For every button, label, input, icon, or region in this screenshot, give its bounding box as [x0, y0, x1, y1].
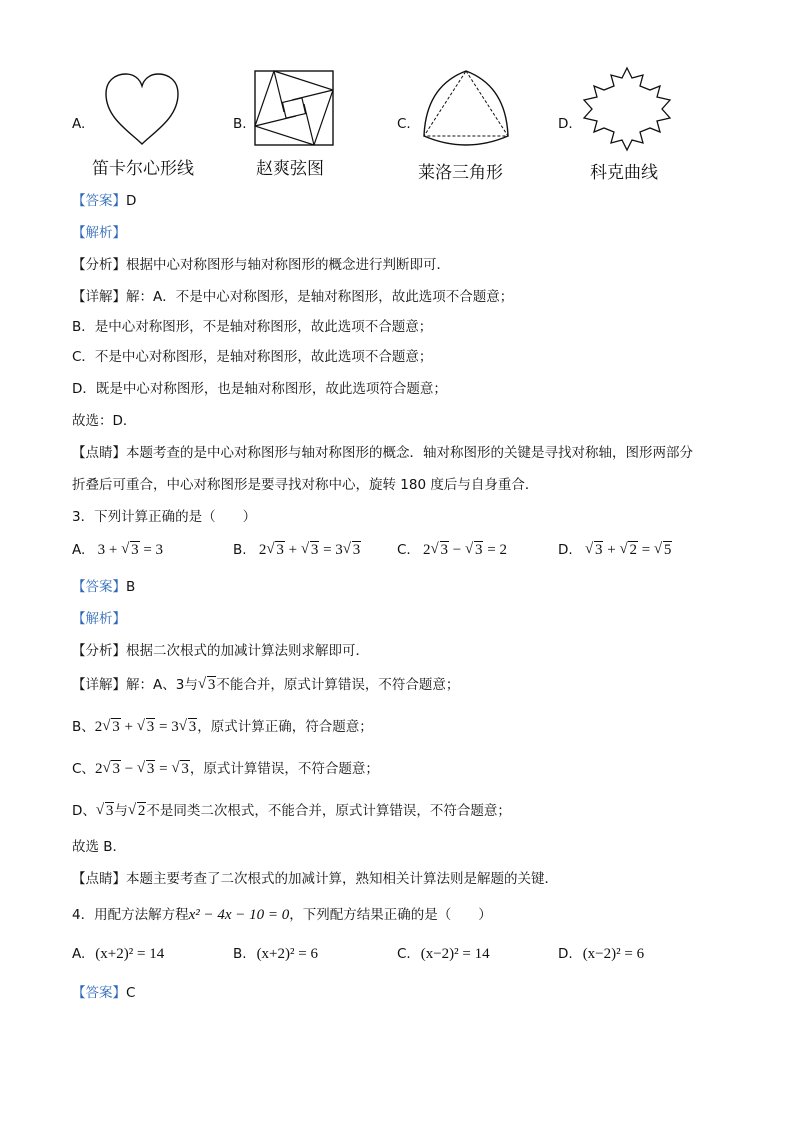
radicand: 3	[474, 542, 483, 558]
q4-option-b	[233, 946, 318, 963]
radicand: 3	[188, 719, 197, 735]
xiangjie-a: 解：A．不是中心对称图形，是轴对称图形，故此选项不合题意；	[126, 289, 514, 305]
reuleaux-triangle-icon	[420, 68, 512, 150]
xj-text: D、	[72, 803, 96, 819]
q3-answer-line	[72, 578, 135, 596]
option-letter: A.	[72, 542, 86, 558]
radicand: 3	[112, 719, 120, 735]
q3-fenxi	[72, 642, 369, 660]
q3-option-b	[233, 542, 361, 559]
xj-text: 与	[114, 803, 128, 819]
option-letter: B.	[233, 542, 247, 558]
answer-value: B	[126, 579, 136, 595]
stem-text: ，下列配方结果正确的是（ ）	[289, 907, 492, 923]
radicand: 3	[440, 542, 449, 558]
radicand: 3	[112, 761, 120, 777]
radicand: 3	[594, 542, 603, 558]
option-letter: D.	[558, 542, 573, 558]
option-expr: (x−2)² = 14	[420, 946, 490, 962]
option-letter: C.	[397, 542, 411, 558]
option-expr: (x−2)² = 6	[582, 946, 645, 962]
expr-part: = 2	[483, 542, 507, 558]
figure-a-caption: 笛卡尔心形线	[92, 159, 194, 179]
radicand: 2	[629, 542, 637, 558]
expr-part: −	[120, 761, 137, 777]
answer-tag: 【答案】	[72, 193, 126, 209]
option-letter: B.	[233, 946, 247, 962]
fenxi-tag: 【分析】	[72, 643, 126, 659]
expr-part: +	[603, 542, 620, 558]
q3-dianjing	[72, 870, 558, 888]
xj-text: C、	[72, 761, 95, 777]
answer-value: C	[126, 985, 136, 1001]
radicand: 3	[105, 803, 114, 819]
xj-text: ，原式计算错误，不符合题意；	[189, 761, 379, 777]
q4-stem	[72, 906, 492, 924]
radicand: 5	[663, 542, 672, 558]
q3-xiangjie-b	[72, 718, 373, 736]
q3-option-a	[72, 542, 163, 559]
expr-part: +	[284, 542, 301, 558]
analysis-tag: 【解析】	[72, 611, 126, 627]
expr-part: =	[637, 542, 654, 558]
fenxi-tag: 【分析】	[72, 257, 126, 273]
expr-part: = 3	[139, 542, 164, 558]
radicand: 3	[276, 542, 284, 558]
option-letter: C.	[397, 946, 411, 962]
expr-part: 2	[423, 542, 431, 558]
figure-a-letter: A.	[72, 116, 86, 132]
answer-tag: 【答案】	[72, 579, 126, 595]
heart-curve-icon	[102, 70, 182, 146]
q3-option-c	[397, 542, 507, 559]
q2-dianjing-2: 折叠后可重合，中心对称图形是要寻找对称中心，旋转 180 度后与自身重合．	[72, 477, 539, 493]
xj-text: ，原式计算正确，符合题意；	[197, 719, 373, 735]
q3-xiangjie-a	[72, 676, 459, 694]
radicand: 3	[146, 719, 155, 735]
xj-text: 解：A、3与	[126, 677, 198, 693]
radicand: 3	[181, 761, 189, 777]
expr-part: 2	[94, 719, 103, 735]
q2-analysis-heading	[72, 224, 126, 242]
radicand: 2	[137, 803, 146, 819]
expr-part: = 3	[155, 719, 179, 735]
xiangjie-tag: 【详解】	[72, 289, 126, 305]
radicand: 3	[352, 542, 361, 558]
xiangjie-tag: 【详解】	[72, 677, 126, 693]
zhao-shuang-diagram-icon	[254, 70, 334, 146]
q3-stem: 3．下列计算正确的是（ ）	[72, 509, 257, 525]
q2-line-d: D．既是中心对称图形，也是轴对称图形，故此选项符合题意；	[72, 381, 447, 397]
q2-xiangjie	[72, 288, 513, 306]
xj-text: 不是同类二次根式，不能合并，原式计算错误，不符合题意；	[146, 803, 511, 819]
q3-analysis-heading	[72, 610, 126, 628]
figure-c-caption: 莱洛三角形	[418, 163, 503, 183]
stem-text: 4．用配方法解方程	[72, 907, 189, 923]
stem-equation: x² − 4x − 10 = 0	[188, 907, 290, 923]
q4-answer-line	[72, 984, 135, 1002]
expr-part: 3 +	[97, 542, 122, 558]
dianjing-tag: 【点睛】	[72, 445, 126, 461]
q4-option-a	[72, 946, 164, 963]
q4-option-d	[558, 946, 644, 963]
radicand: 3	[131, 542, 139, 558]
fenxi-text: 根据二次根式的加减计算法则求解即可．	[126, 643, 369, 659]
radicand: 3	[310, 542, 319, 558]
expr-part: = 3	[319, 542, 343, 558]
figure-b-caption: 赵爽弦图	[256, 159, 324, 179]
dianjing-text-1: 本题考查的是中心对称图形与轴对称图形的概念．轴对称图形的关键是寻找对称轴，图形两部分	[126, 445, 693, 461]
q3-xiangjie-d	[72, 802, 511, 820]
option-expr: (x+2)² = 14	[95, 946, 165, 962]
xj-text: B、	[72, 719, 95, 735]
fenxi-text: 根据中心对称图形与轴对称图形的概念进行判断即可．	[126, 257, 450, 273]
analysis-tag: 【解析】	[72, 225, 126, 241]
dianjing-text: 本题主要考查了二次根式的加减计算，熟知相关计算法则是解题的关键．	[126, 871, 558, 887]
figure-b-letter: B.	[233, 116, 247, 132]
q2-answer-line	[72, 192, 136, 210]
figure-d-letter: D.	[558, 116, 573, 132]
expr-part: 2	[94, 761, 103, 777]
expr-part: 2	[258, 542, 267, 558]
q4-option-c	[397, 946, 490, 963]
q2-fenxi	[72, 256, 450, 274]
radicand: 3	[146, 761, 155, 777]
dianjing-tag: 【点睛】	[72, 871, 126, 887]
expr-part: −	[449, 542, 465, 558]
xj-text: 不能合并，原式计算错误，不符合题意；	[216, 677, 460, 693]
q2-line-c: C．不是中心对称图形，是轴对称图形，故此选项不合题意；	[72, 349, 433, 365]
koch-snowflake-icon	[580, 66, 674, 152]
radicand: 3	[207, 677, 216, 693]
option-expr: (x+2)² = 6	[256, 946, 318, 962]
q2-line-b: B．是中心对称图形，不是轴对称图形，故此选项不合题意；	[72, 319, 433, 335]
answer-tag: 【答案】	[72, 985, 126, 1001]
q2-dianjing-1	[72, 444, 693, 462]
expr-part: +	[120, 719, 137, 735]
figure-c-letter: C.	[397, 116, 411, 132]
q3-choose: 故选 B．	[72, 839, 127, 855]
q3-xiangjie-c: C、2√ 3 − √ 3 = √ 3，原式计算错误，不符合题意；	[72, 760, 379, 778]
option-letter: A.	[72, 946, 86, 962]
answer-value: D	[126, 193, 137, 209]
q3-option-d	[558, 542, 672, 559]
option-letter: D.	[558, 946, 573, 962]
figure-d-caption: 科克曲线	[590, 163, 658, 183]
q2-choose: 故选：D．	[72, 413, 137, 429]
